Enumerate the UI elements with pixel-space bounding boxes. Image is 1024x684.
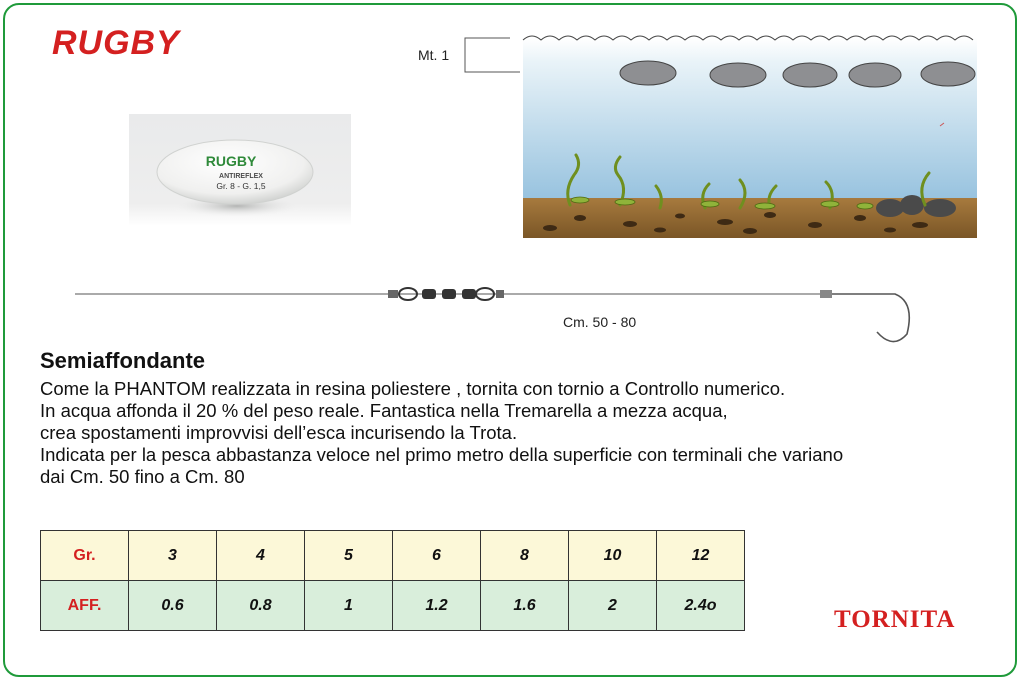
table-row-aff [41,581,745,631]
table-row-grams [41,531,745,581]
table-cell: 1 [305,581,393,631]
underwater-scene [420,30,980,240]
float-antireflex-text: ANTIREFLEX [219,173,263,180]
description-line: Come la PHANTOM realizzata in resina poliestere , tornita con tornio a Controllo numerico. [40,378,786,399]
table-cell: 3 [129,531,217,581]
row-header-aff: AFF. [41,581,129,631]
table-cell: 1.2 [393,581,481,631]
table-cell: 12 [657,531,745,581]
table-cell: 6 [393,531,481,581]
table-cell: 2 [569,581,657,631]
description-line: crea spostamenti improvvisi dell’esca incurisendo la Trota. [40,422,518,443]
table-cell: 2.4o [657,581,745,631]
row-header-grams: Gr. [41,531,129,581]
description-line: Indicata per la pesca abbastanza veloce nel primo metro della superficie con terminali che variano [40,444,844,465]
description-line: dai Cm. 50 fino a Cm. 80 [40,466,245,487]
table-cell: 0.8 [217,581,305,631]
table-cell: 5 [305,531,393,581]
product-description [40,378,843,488]
table-cell: 0.6 [129,581,217,631]
tornita-badge: TORNITA [834,606,956,633]
table-cell: 4 [217,531,305,581]
table-cell: 1.6 [481,581,569,631]
description-line: In acqua affonda il 20 % del peso reale. Fantastica nella Tremarella a mezza acqua, [40,400,728,421]
rig-length-label: Cm. 50 - 80 [563,314,637,330]
float-brand-text: RUGBY [205,153,257,169]
float-product-photo [129,114,351,226]
rig-diagram [70,270,920,350]
spec-table [40,530,745,631]
table-cell: 10 [569,531,657,581]
float-weight-text: Gr. 8 - G. 1,5 [216,181,266,191]
brand-logo: RUGBY [52,24,180,62]
table-cell: 8 [481,531,569,581]
product-title: Semiaffondante [40,348,206,373]
depth-label: Mt. 1 [418,47,450,63]
